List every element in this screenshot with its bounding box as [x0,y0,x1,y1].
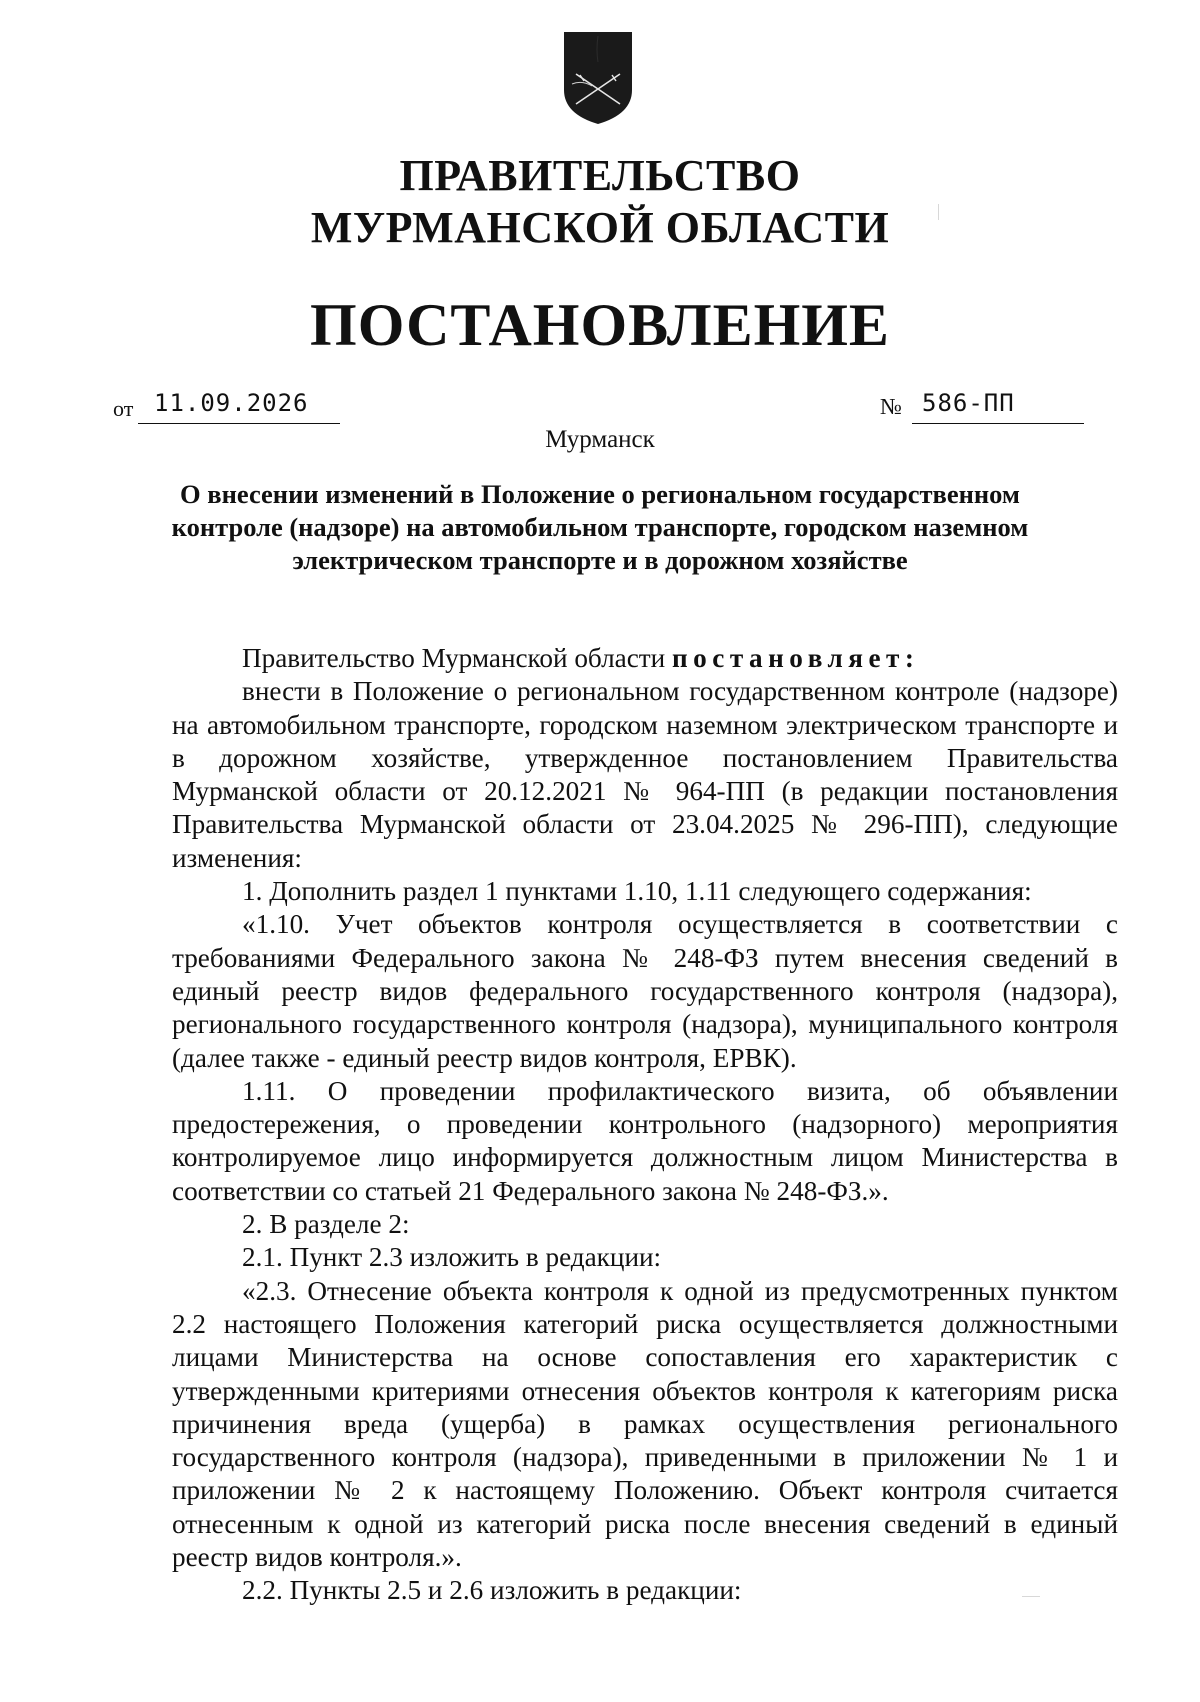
body-paragraph: 2.2. Пункты 2.5 и 2.6 изложить в редакции: [242,1575,742,1606]
government-name-line2: МУРМАНСКОЙ ОБЛАСТИ [310,203,890,252]
body-paragraph: 2. В разделе 2: [242,1209,410,1240]
coat-of-arms-icon [562,28,634,126]
body-paragraph: 2.1. Пункт 2.3 изложить в редакции: [242,1242,662,1273]
scan-mark [1022,1596,1040,1597]
document-subject: О внесении изменений в Положение о региональном государственном контроле (надзоре) на автомобильном транспорте, городском наземном электрическом транспорте и в дорожном хозяйстве [171,479,1029,575]
intro-decree-word: постановляет: [672,643,920,673]
body-paragraph: 1. Дополнить раздел 1 пунктами 1.10, 1.11 следующего содержания: [242,876,1032,907]
government-name-line1: ПРАВИТЕЛЬСТВО [399,151,801,200]
number-label: № [880,394,902,419]
body-paragraph: внести в Положение о региональном государственном контроле (надзоре) на автомобильном транспорте, городском наземном электрическом транспорте и в дорожном хозяйстве, утвержденное постановлением Правительства Мурманской области от 20.12.2021 № 964-ПП (в редакции постановления Правительства Мурманской области от 23.04.2025 № 296-ПП), следующие изменения: [172,676,1118,873]
scan-mark [938,204,939,220]
intro-paragraph [172,642,1118,675]
body-paragraph: «1.10. Учет объектов контроля осуществляется в соответствии с требованиями Федерального закона № 248-ФЗ путем внесения сведений в единый реестр видов федерального государственного контроля (надзора), регионального государственного контроля (надзора), муниципального контроля (далее также - единый реестр видов контроля, ЕРВК). [172,909,1118,1073]
date-number-row [0,388,1200,428]
body-paragraph: 1.11. О проведении профилактического визита, об объявлении предостережения, о проведении контрольного (надзорного) мероприятия контролируемое лицо информируется должностным лицом Министерства в соответствии со статьей 21 Федерального закона № 248-ФЗ.». [172,1075,1118,1206]
date-label: от [113,396,134,421]
number-value: 586-ПП [922,389,1015,417]
intro-prefix: Правительство Мурманской области [242,643,666,673]
date-value: 11.09.2026 [154,389,309,417]
city-name: Мурманск [545,426,655,453]
document-type-title: ПОСТАНОВЛЕНИЕ [310,292,890,358]
document-body [172,642,1118,1608]
body-paragraph: «2.3. Отнесение объекта контроля к одной из предусмотренных пунктом 2.2 настоящего Положения категорий риска осуществляется должностными лицами Министерства на основе сопоставления его характеристик с утвержденными критериями отнесения объектов контроля к категориям риска причинения вреда (ущерба) в рамках осуществления регионального государственного контроля (надзора), приведенными в приложении № 1 и приложении № 2 к настоящему Положению. Объект контроля считается отнесенным к одной из категорий риска после внесения сведений в единый реестр видов контроля.». [172,1275,1118,1573]
